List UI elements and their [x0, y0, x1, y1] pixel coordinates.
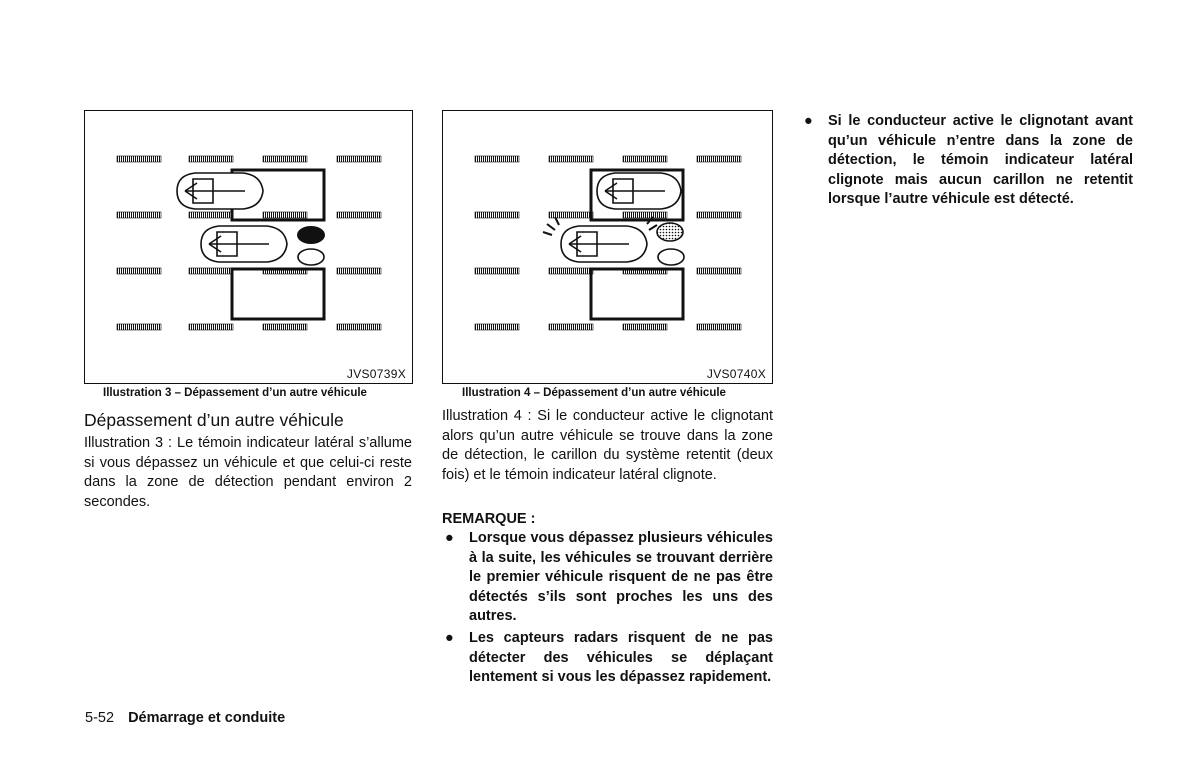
bullet-icon: ● — [804, 113, 813, 129]
list-item-text: Les capteurs radars risquent de ne pas détecter des véhicules se déplaçant lentement si vous les dépassez rapidement. — [469, 630, 773, 685]
figure-caption: Illustration 3 – Dépassement d’un autre véhicule — [103, 387, 367, 399]
figure-4-diagram — [443, 111, 774, 385]
bullet-icon: ● — [445, 630, 454, 646]
list-item-text: Si le conducteur active le clignotant avant qu’un véhicule n’entre dans la zone de détection, le témoin indicateur latéral clignote mais aucun carillon ne retentit lorsque l’autre véhicule est détecté. — [828, 113, 1133, 207]
paragraph: Illustration 4 : Si le conducteur active le clignotant alors qu’un autre véhicule se trouve dans la zone de détection, le carillon du système retentit (deux fois) et le témoin indicateur latéral clignote. — [442, 408, 773, 483]
car-upper-icon — [177, 173, 263, 209]
figure-3-diagram — [85, 111, 414, 385]
indicator-off-icon — [658, 249, 684, 265]
bullet-icon: ● — [445, 530, 454, 546]
detection-zone-lower — [232, 269, 324, 319]
list-item-text: Lorsque vous dépassez plusieurs véhicules à la suite, les véhicules se trouvant derrière le premier véhicule risquent de ne pas être détectés s’ils sont proches les uns des autres. — [469, 530, 773, 624]
indicator-off-icon — [298, 249, 324, 265]
car-middle-icon — [201, 226, 287, 262]
figure-code: JVS0740X — [706, 367, 766, 381]
page-footer — [85, 710, 285, 726]
indicator-blinking-icon — [657, 223, 683, 241]
figure-caption: Illustration 4 – Dépassement d’un autre véhicule — [462, 387, 726, 399]
list-item — [445, 529, 773, 627]
figure-code: JVS0739X — [346, 367, 406, 381]
remark-title: REMARQUE : — [442, 511, 536, 527]
detection-zone-lower — [591, 269, 683, 319]
list-item — [445, 629, 773, 688]
figure-3 — [84, 110, 413, 384]
section-title: Démarrage et conduite — [128, 710, 286, 726]
list-item — [804, 112, 1133, 210]
figure-4 — [442, 110, 773, 384]
page-number: 5-52 — [85, 710, 115, 726]
car-middle-icon — [561, 226, 647, 262]
section-heading: Dépassement d’un autre véhicule — [84, 410, 344, 430]
indicator-lit-icon — [297, 226, 325, 244]
car-upper-icon — [597, 173, 681, 209]
paragraph: Illustration 3 : Le témoin indicateur latéral s’allume si vous dépassez un véhicule et que celui-ci reste dans la zone de détection pendant environ 2 secondes. — [84, 435, 412, 510]
